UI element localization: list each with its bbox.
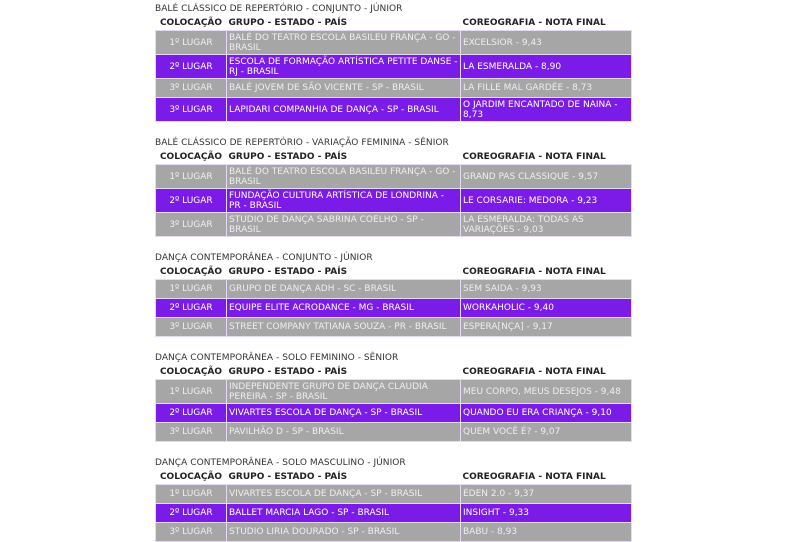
table-row	[156, 299, 632, 318]
results-table	[155, 265, 632, 337]
group-cell: STREET COMPANY TATIANA SOUZA - PR - BRASIL	[227, 318, 461, 337]
table-row	[156, 318, 632, 337]
header-choreography: COREOGRAFIA - NOTA FINAL	[462, 367, 606, 377]
group-cell: GRUPO DE DANÇA ADH - SC - BRASIL	[227, 280, 461, 299]
group-cell: STUDIO DE DANÇA SABRINA COELHO - SP - BRASIL	[227, 213, 461, 237]
group-cell: FUNDAÇÃO CULTURA ARTÍSTICA DE LONDRINA - PR - BRASIL	[227, 189, 461, 213]
choreography-cell: SEM SAIDA - 9,93	[461, 280, 632, 299]
position-cell: 1º LUGAR	[156, 280, 227, 299]
table-header-row	[156, 365, 632, 380]
group-cell: VIVARTES ESCOLA DE DANÇA - SP - BRASIL	[227, 404, 461, 423]
choreography-cell: LA FILLE MAL GARDÉE - 8,73	[461, 79, 632, 98]
table-header-row	[156, 150, 632, 165]
results-table	[155, 150, 632, 237]
table-row	[156, 423, 632, 442]
section-contemporanea-conjunto-junior	[155, 251, 631, 337]
header-position: COLOCAÇÃO	[159, 18, 223, 28]
header-position: COLOCAÇÃO	[159, 472, 223, 482]
group-cell: INDEPENDENTE GRUPO DE DANÇA CLAUDIA PEREIRA - SP - BRASIL	[227, 380, 461, 404]
header-group: GRUPO - ESTADO - PAÍS	[228, 267, 348, 277]
position-cell: 2º LUGAR	[156, 504, 227, 523]
section-title: DANÇA CONTEMPORÂNEA - SOLO FEMININO - SÊNIOR	[155, 353, 399, 363]
choreography-cell: LA ESMERALDA - 8,90	[461, 55, 632, 79]
position-cell: 3º LUGAR	[156, 318, 227, 337]
table-row	[156, 504, 632, 523]
position-cell: 2º LUGAR	[156, 189, 227, 213]
section-contemporanea-solo-masculino-junior	[155, 456, 631, 542]
choreography-cell: GRAND PAS CLASSIQUE - 9,57	[461, 165, 632, 189]
group-cell: LAPIDARI COMPANHIA DE DANÇA - SP - BRASIL	[227, 98, 461, 122]
position-cell: 3º LUGAR	[156, 79, 227, 98]
group-cell: BALÉ JOVEM DE SÃO VICENTE - SP - BRASIL	[227, 79, 461, 98]
choreography-cell: ÉDEN 2.0 - 9,37	[461, 485, 632, 504]
table-row	[156, 380, 632, 404]
position-cell: 2º LUGAR	[156, 299, 227, 318]
group-cell: PAVILHÃO D - SP - BRASIL	[227, 423, 461, 442]
choreography-cell: MEU CORPO, MEUS DESEJOS - 9,48	[461, 380, 632, 404]
header-choreography: COREOGRAFIA - NOTA FINAL	[462, 472, 606, 482]
choreography-cell: ESPERA[NÇA] - 9,17	[461, 318, 632, 337]
table-row	[156, 485, 632, 504]
table-header-row	[156, 16, 632, 31]
position-cell: 3º LUGAR	[156, 523, 227, 542]
section-bale-conjunto-junior	[155, 2, 631, 122]
group-cell: BALÉ DO TEATRO ESCOLA BASILEU FRANÇA - GO - BRASIL	[227, 165, 461, 189]
choreography-cell: QUEM VOCÊ É? - 9,07	[461, 423, 632, 442]
choreography-cell: EXCELSIOR - 9,43	[461, 31, 632, 55]
header-choreography: COREOGRAFIA - NOTA FINAL	[462, 152, 606, 162]
section-title: DANÇA CONTEMPORÂNEA - CONJUNTO - JÚNIOR	[155, 253, 373, 263]
table-header-row	[156, 470, 632, 485]
header-position: COLOCAÇÃO	[159, 267, 223, 277]
position-cell: 2º LUGAR	[156, 55, 227, 79]
table-row	[156, 98, 632, 122]
choreography-cell: LA ESMERALDA: TODAS AS VARIAÇÕES - 9,03	[461, 213, 632, 237]
header-group: GRUPO - ESTADO - PAÍS	[228, 18, 348, 28]
table-row	[156, 31, 632, 55]
header-choreography: COREOGRAFIA - NOTA FINAL	[462, 18, 606, 28]
position-cell: 1º LUGAR	[156, 380, 227, 404]
group-cell: BALÉ DO TEATRO ESCOLA BASILEU FRANÇA - GO - BRASIL	[227, 31, 461, 55]
section-bale-variacao-feminina-senior	[155, 136, 631, 237]
header-position: COLOCAÇÃO	[159, 367, 223, 377]
position-cell: 3º LUGAR	[156, 423, 227, 442]
header-group: GRUPO - ESTADO - PAÍS	[228, 472, 348, 482]
table-row	[156, 523, 632, 542]
position-cell: 3º LUGAR	[156, 98, 227, 122]
table-row	[156, 55, 632, 79]
header-position: COLOCAÇÃO	[159, 152, 223, 162]
choreography-cell: BABU - 8,93	[461, 523, 632, 542]
group-cell: VIVARTES ESCOLA DE DANÇA - SP - BRASIL	[227, 485, 461, 504]
results-table	[155, 16, 632, 122]
table-row	[156, 280, 632, 299]
results-table	[155, 470, 632, 542]
group-cell: EQUIPE ELITE ACRODANCE - MG - BRASIL	[227, 299, 461, 318]
position-cell: 1º LUGAR	[156, 485, 227, 504]
choreography-cell: WORKAHOLIC - 9,40	[461, 299, 632, 318]
header-group: GRUPO - ESTADO - PAÍS	[228, 152, 348, 162]
table-row	[156, 404, 632, 423]
position-cell: 2º LUGAR	[156, 404, 227, 423]
choreography-cell: QUANDO EU ERA CRIANÇA - 9,10	[461, 404, 632, 423]
position-cell: 3º LUGAR	[156, 213, 227, 237]
table-header-row	[156, 265, 632, 280]
section-contemporanea-solo-feminino-senior	[155, 351, 631, 442]
table-row	[156, 213, 632, 237]
choreography-cell: O JARDIM ENCANTADO DE NAINA - 8,73	[461, 98, 632, 122]
table-row	[156, 79, 632, 98]
choreography-cell: INSIGHT - 9,33	[461, 504, 632, 523]
group-cell: BALLET MARCIA LAGO - SP - BRASIL	[227, 504, 461, 523]
group-cell: STUDIO LIRIA DOURADO - SP - BRASIL	[227, 523, 461, 542]
section-title: DANÇA CONTEMPORÂNEA - SOLO MASCULINO - JÚNIOR	[155, 458, 406, 468]
results-table	[155, 365, 632, 442]
choreography-cell: LE CORSARIE: MEDORA - 9,23	[461, 189, 632, 213]
results-page	[155, 0, 631, 542]
table-row	[156, 165, 632, 189]
section-title: BALÉ CLÁSSICO DE REPERTÓRIO - CONJUNTO - JÚNIOR	[155, 4, 403, 14]
section-title: BALÉ CLÁSSICO DE REPERTÓRIO - VARIAÇÃO FEMININA - SÊNIOR	[155, 138, 449, 148]
header-group: GRUPO - ESTADO - PAÍS	[228, 367, 348, 377]
table-row	[156, 189, 632, 213]
header-choreography: COREOGRAFIA - NOTA FINAL	[462, 267, 606, 277]
position-cell: 1º LUGAR	[156, 165, 227, 189]
position-cell: 1º LUGAR	[156, 31, 227, 55]
group-cell: ESCOLA DE FORMAÇÃO ARTÍSTICA PETITE DANSE - RJ - BRASIL	[227, 55, 461, 79]
